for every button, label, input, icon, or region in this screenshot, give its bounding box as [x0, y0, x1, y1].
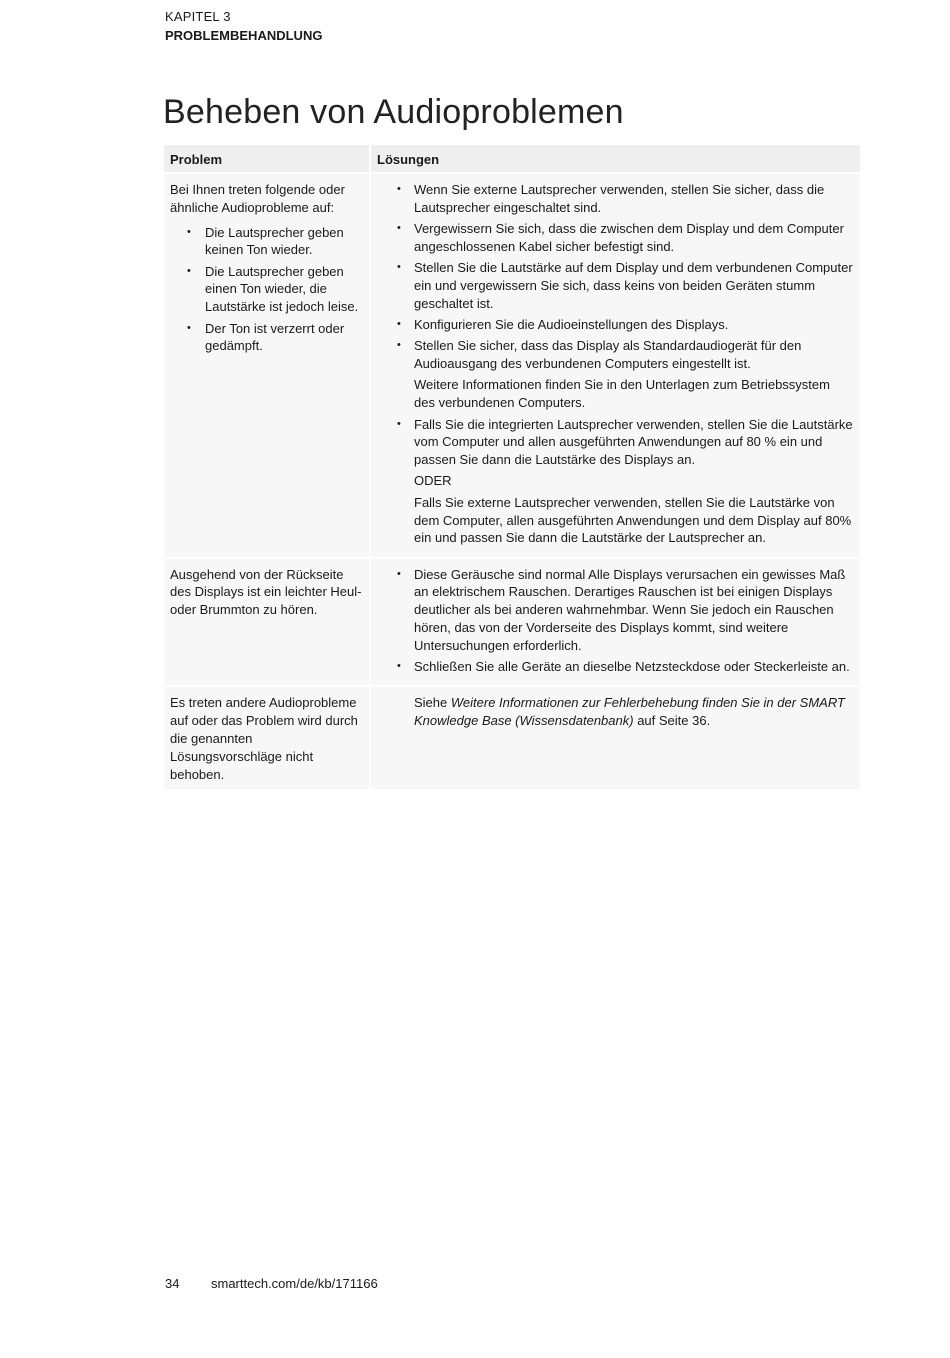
- reference-suffix: auf Seite 36.: [633, 713, 711, 729]
- list-item: • Der Ton ist verzerrt oder gedämpft.: [170, 320, 363, 356]
- solutions-list: [377, 566, 854, 676]
- page-footer: [165, 1276, 378, 1291]
- table-header-row: [164, 145, 860, 172]
- list-item: • Die Lautsprecher geben keinen Ton wieder.: [170, 224, 363, 260]
- troubleshooting-table: [162, 143, 862, 791]
- or-label: ODER: [414, 473, 452, 489]
- footer-url[interactable]: smarttech.com/de/kb/171166: [211, 1276, 378, 1291]
- problem-list: [170, 224, 363, 356]
- chapter-label: KAPITEL 3: [165, 9, 231, 24]
- solutions-cell: [371, 174, 860, 557]
- problem-intro: Bei Ihnen treten folgende oder ähnliche Audioprobleme auf:: [170, 182, 345, 215]
- list-item: • Konfigurieren Sie die Audioeinstellungen des Displays.: [377, 316, 854, 334]
- solutions-cell: [371, 687, 860, 789]
- running-header: [165, 8, 322, 45]
- list-item: • Die Lautsprecher geben einen Ton wieder, die Lautstärke ist jedoch leise.: [170, 263, 363, 316]
- table-row: [164, 559, 860, 686]
- header-problem: Problem: [164, 145, 369, 172]
- solution-note: Weitere Informationen finden Sie in den Unterlagen zum Betriebssystem des verbundenen Computers.: [414, 377, 830, 411]
- list-item: [377, 416, 854, 548]
- problem-cell: [164, 559, 369, 686]
- list-item: [377, 337, 854, 412]
- page-number: 34: [165, 1276, 180, 1291]
- problem-cell: [164, 174, 369, 557]
- header-solutions: Lösungen: [371, 145, 860, 172]
- page-title: Beheben von Audioproblemen: [163, 93, 624, 131]
- list-item: • Schließen Sie alle Geräte an dieselbe Netzsteckdose oder Steckerleiste an.: [377, 658, 854, 676]
- solution-text: • Stellen Sie sicher, dass das Display als Standardaudiogerät für den Audioausgang des verbundenen Computers eingestellt ist.: [414, 338, 802, 372]
- list-item: • Diese Geräusche sind normal Alle Displays verursachen ein gewisses Maß an elektrischem Rauschen. Derartiges Rauschen ist bei einigen Displays deutlicher als bei anderen wahrnehmbar. Wenn Sie jedoch ein Rauschen hören, das von der Vorderseite des Displays kommt, sind weitere Untersuchungen erforderlich.: [377, 566, 854, 655]
- solution-alternative: Falls Sie externe Lautsprecher verwenden, stellen Sie die Lautstärke von dem Computer, allen ausgeführten Anwendungen und dem Display auf 80% ein und passen Sie dann die Lautstärke der Lautsprecher an.: [414, 494, 852, 546]
- list-item: • Vergewissern Sie sich, dass die zwischen dem Display und dem Computer angeschlossenen Kabel sicher befestigt sind.: [377, 220, 854, 256]
- section-label: PROBLEMBEHANDLUNG: [165, 28, 323, 43]
- reference-prefix: Siehe: [414, 695, 451, 711]
- list-item: • Wenn Sie externe Lautsprecher verwenden, stellen Sie sicher, dass die Lautsprecher eingeschaltet sind.: [377, 181, 854, 217]
- problem-cell: [164, 687, 369, 789]
- table-row: [164, 174, 860, 557]
- problem-text: Es treten andere Audioprobleme auf oder das Problem wird durch die genannten Lösungsvorschläge nicht behoben.: [170, 695, 358, 782]
- solutions-cell: [371, 559, 860, 686]
- problem-text: Ausgehend von der Rückseite des Displays ist ein leichter Heul- oder Brummton zu hören.: [170, 566, 362, 618]
- solutions-list: [377, 181, 854, 547]
- solution-text: • Falls Sie die integrierten Lautsprecher verwenden, stellen Sie die Lautstärke vom Computer und allen ausgeführten Anwendungen auf 80 % ein und passen Sie dann die Lautstärke des Displays an.: [414, 416, 853, 468]
- list-item: • Stellen Sie die Lautstärke auf dem Display und dem verbundenen Computer ein und vergewissern Sie sich, dass keins von beiden Geräten stumm geschaltet ist.: [377, 259, 854, 312]
- table-row: [164, 687, 860, 789]
- reference-link[interactable]: Weitere Informationen zur Fehlerbehebung finden Sie in der SMART Knowledge Base (Wissensdatenbank): [414, 695, 845, 729]
- solution-reference: [377, 694, 854, 730]
